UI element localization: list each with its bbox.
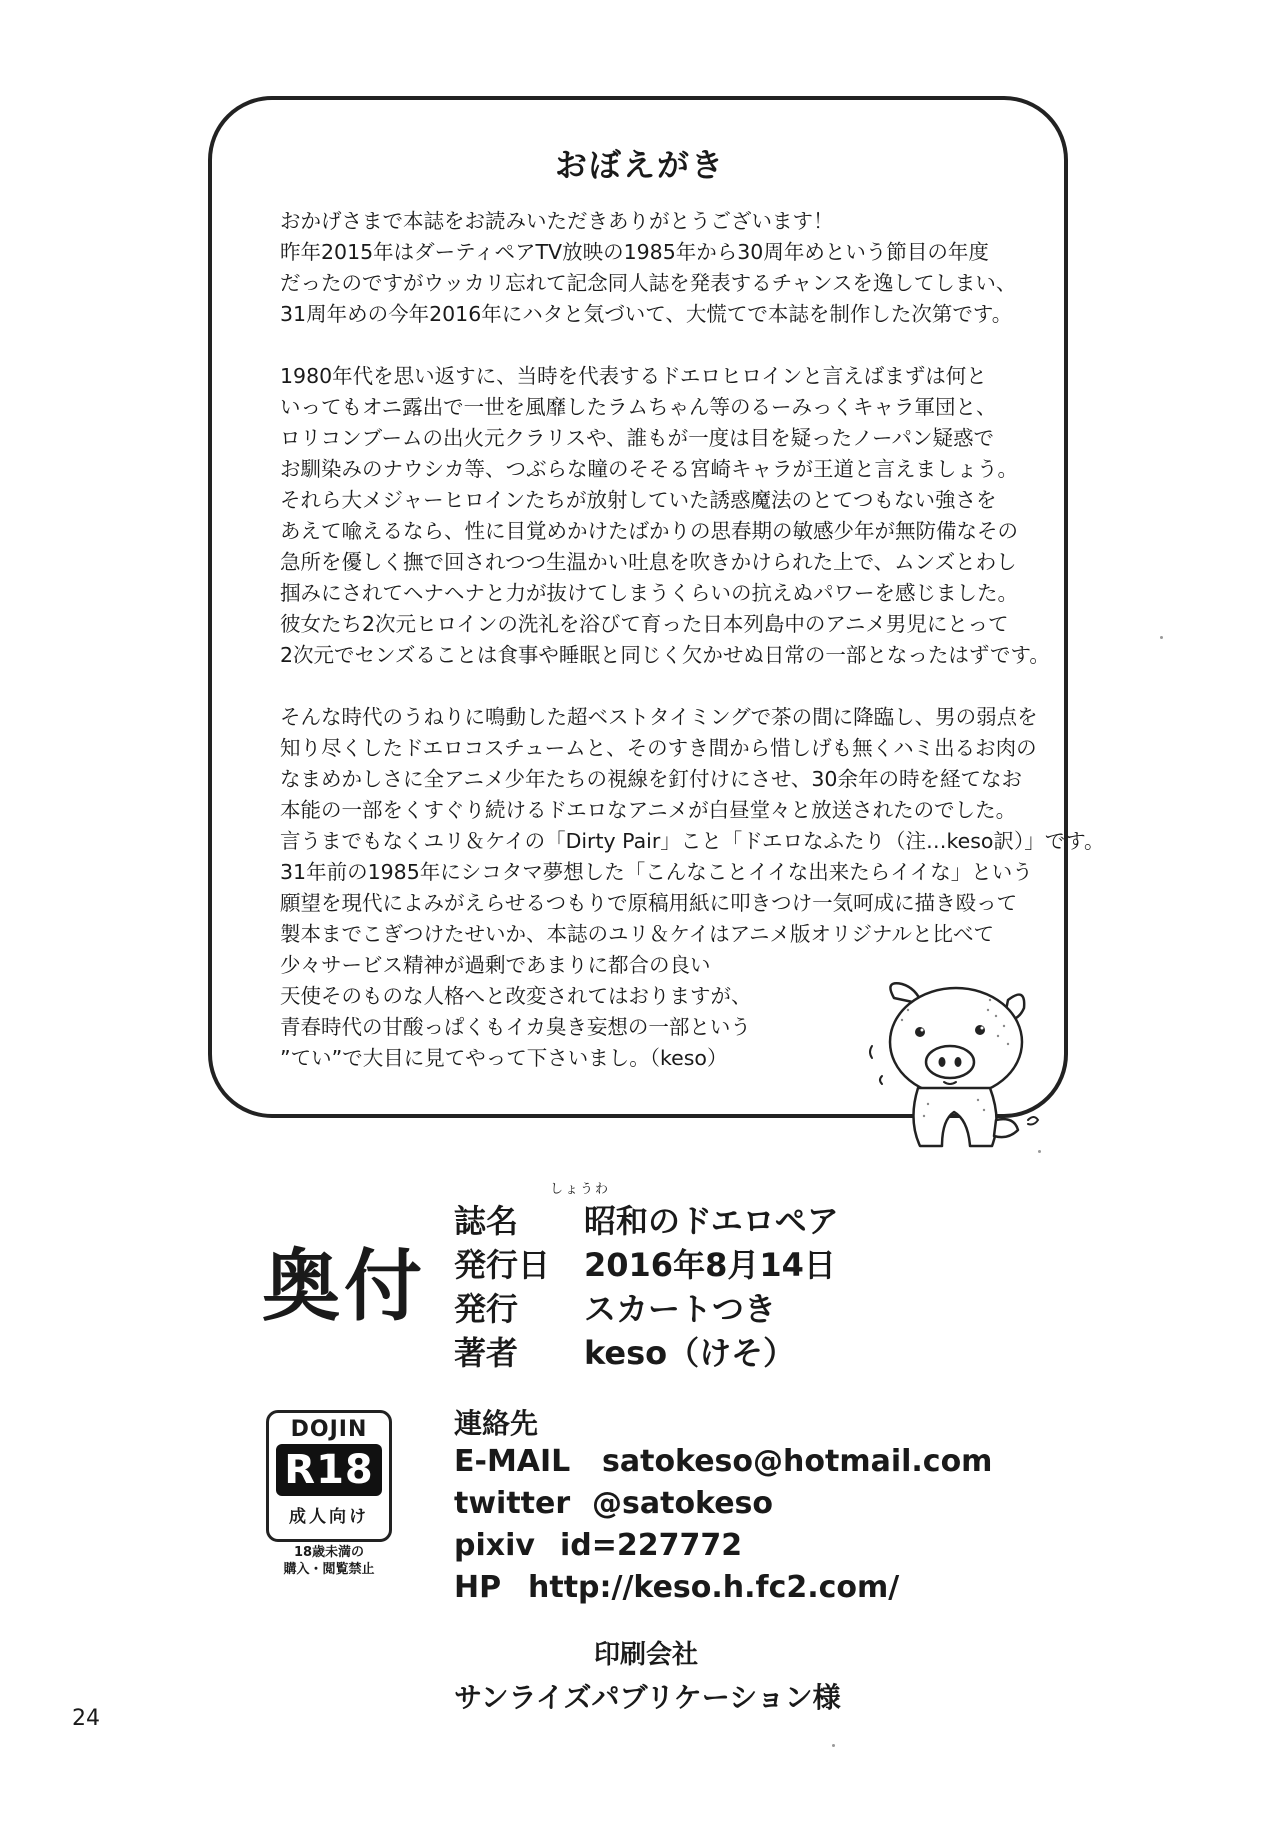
afterword-line: 昨年2015年はダーティペアTV放映の1985年から30周年めという節目の年度 (280, 240, 989, 264)
afterword-line: いってもオニ露出で一世を風靡したラムちゃん等のるーみっくキャラ軍団と、 (280, 395, 997, 419)
afterword-line: おかげさまで本誌をお読みいただきありがとうございます！ (280, 209, 834, 233)
afterword-title: おぼえがき (554, 146, 725, 184)
afterword-line: 知り尽くしたドエロコスチュームと、そのすき間から惜しげも無くハミ出るお肉の (280, 736, 1037, 760)
badge-bottom-label: 成人向け (289, 1507, 369, 1527)
afterword-line: 1980年代を思い返すに、当時を代表するドエロヒロインと言えばまずは何と (280, 364, 987, 388)
colophon-key: 発行日 (454, 1246, 551, 1284)
afterword-line: 青春時代の甘酸っぱくもイカ臭き妄想の一部という (280, 1015, 751, 1039)
afterword-line: 31周年めの今年2016年にハタと気づいて、大慌てで本誌を制作した次第です。 (280, 302, 1013, 326)
afterword-line: 彼女たち2次元ヒロインの洗礼を浴びて育った日本列島中のアニメ男児にとって (280, 612, 1009, 636)
afterword-line: そんな時代のうねりに鳴動した超ベストタイミングで茶の間に降臨し、男の弱点を (280, 705, 1038, 729)
afterword-line: あえて喩えるなら、性に目覚めかけたばかりの思春期の敏感少年が無防備なその (280, 519, 1018, 543)
contact-email: satokeso@hotmail.com (602, 1444, 993, 1479)
badge-rating: R18 (276, 1444, 382, 1496)
colophon-value: スカートつき (584, 1290, 777, 1328)
contact-pixiv: id=227772 (560, 1528, 743, 1563)
r18-badge (266, 1410, 392, 1542)
colophon-key: 誌名 (454, 1202, 519, 1240)
pig-mascot-illustration (858, 970, 1048, 1160)
age-note-line-1: 18歳未満の (293, 1545, 365, 1560)
afterword-line: 掴みにされてヘナヘナと力が抜けてしまうくらいの抗えぬパワーを感じました。 (280, 581, 1018, 605)
paper-speck (1038, 1150, 1041, 1153)
contact-key: HP (454, 1570, 502, 1605)
afterword-paragraph-2 (280, 361, 1050, 671)
printer-label: 印刷会社 (594, 1640, 699, 1670)
afterword-line: 言うまでもなくユリ＆ケイの「Dirty Pair」こと「ドエロなふたり（注…keso訳）」です。 (280, 829, 1105, 853)
afterword-line: 本能の一部をくすぐり続けるドエロなアニメが白昼堂々と放送されたのでした。 (280, 798, 1017, 822)
colophon-key: 著者 (454, 1334, 519, 1372)
afterword-line: ”てい”で大目に見てやって下さいまし。（keso） (280, 1046, 728, 1070)
contact-key: twitter (454, 1486, 571, 1521)
afterword-line: ロリコンブームの出火元クラリスや、誰もが一度は目を疑ったノーパン疑惑で (280, 426, 995, 450)
contact-homepage: http://keso.h.fc2.com/ (528, 1570, 900, 1605)
afterword-line: 天使そのものな人格へと改変されてはおりますが、 (280, 984, 752, 1008)
afterword-line: なまめかしさに全アニメ少年たちの視線を釘付けにさせ、30余年の時を経てなお (280, 767, 1022, 791)
afterword-line: 願望を現代によみがえらせるつもりで原稿用紙に叩きつけ一気呵成に描き殴って (280, 891, 1018, 915)
printer-name: サンライズパブリケーション様 (454, 1681, 841, 1714)
page-number: 24 (72, 1706, 100, 1731)
colophon-value: keso（けそ） (584, 1334, 796, 1372)
contact-key: pixiv (454, 1528, 535, 1563)
contact-heading: 連絡先 (454, 1407, 539, 1440)
afterword-line: 31年前の1985年にシコタマ夢想した「こんなことイイな出来たらイイな」という (280, 860, 1033, 884)
colophon-heading: 奥付 (262, 1241, 427, 1332)
colophon-value: 昭和のドエロペア (584, 1202, 839, 1240)
afterword-line: それら大メジャーヒロインたちが放射していた誘惑魔法のとてつもない強さを (280, 488, 997, 512)
afterword-line: だったのですがウッカリ忘れて記念同人誌を発表するチャンスを逸してしまい、 (280, 271, 1017, 295)
afterword-line: 少々サービス精神が過剰であまりに都合の良い (280, 953, 711, 977)
paper-speck (1160, 636, 1163, 639)
contact-twitter: @satokeso (592, 1486, 774, 1521)
title-ruby: しょうわ (550, 1182, 611, 1197)
contact-key: E-MAIL (454, 1444, 571, 1479)
colophon-key: 発行 (454, 1290, 519, 1328)
paper-speck (832, 1744, 835, 1747)
afterword-line: お馴染みのナウシカ等、つぶらな瞳のそそる宮崎キャラが王道と言えましょう。 (280, 457, 1018, 481)
afterword-line: 製本までこぎつけたせいか、本誌のユリ＆ケイはアニメ版オリジナルと比べて (280, 922, 995, 946)
age-note-line-2: 購入・閲覧禁止 (283, 1562, 375, 1577)
afterword-body (280, 206, 1105, 1074)
colophon-value: 2016年8月14日 (584, 1246, 836, 1284)
afterword-paragraph-1 (280, 206, 1040, 330)
badge-top-label: DOJIN (290, 1417, 368, 1442)
afterword-line: 2次元でセンズることは食事や睡眠と同じく欠かせぬ日常の一部となったはずです。 (280, 643, 1050, 667)
afterword-line: 急所を優しく撫で回されつつ生温かい吐息を吹きかけられた上で、ムンズとわし (280, 550, 1017, 574)
age-restriction-note (258, 1544, 400, 1578)
